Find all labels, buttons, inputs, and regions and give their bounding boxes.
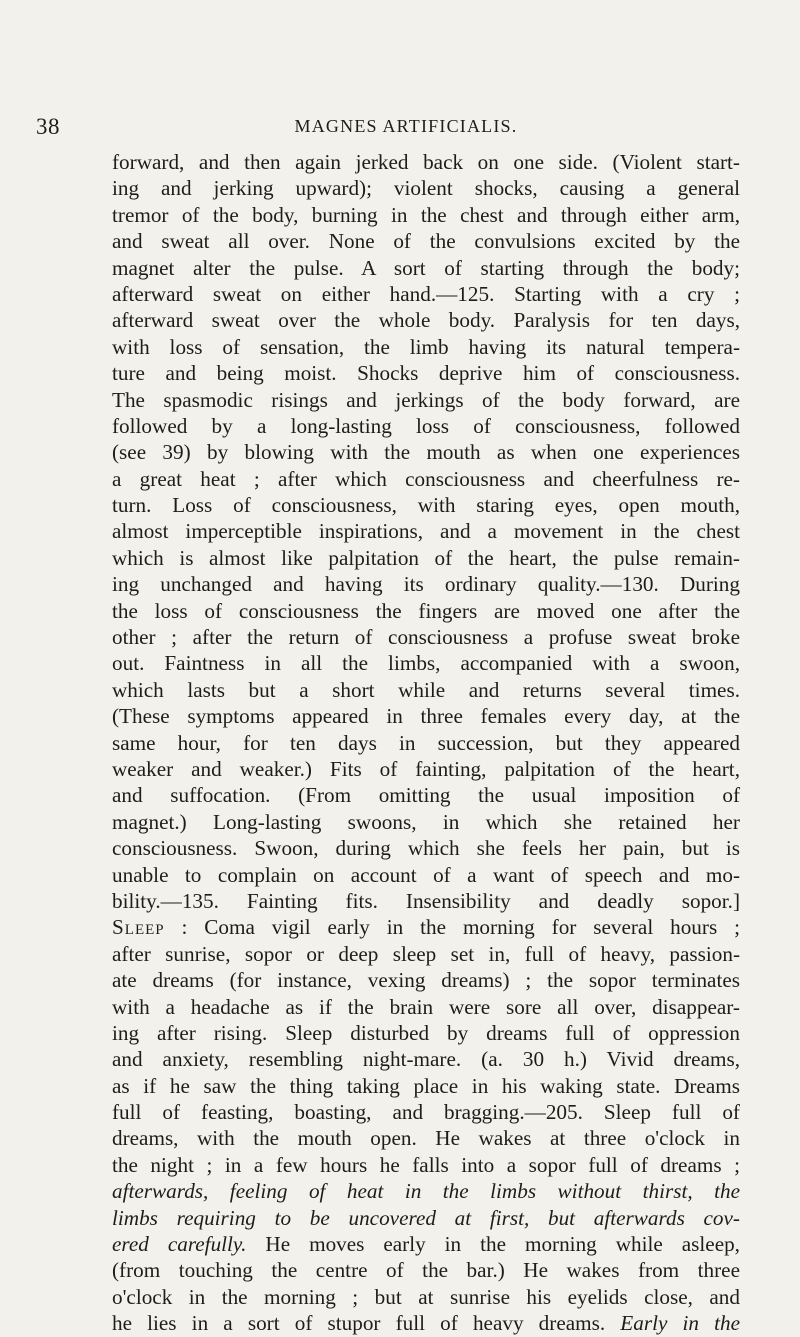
text-line: ture and being moist. Shocks deprive him of consciousness. bbox=[112, 361, 740, 386]
text-line: magnet.) Long-lasting swoons, in which she retained her bbox=[112, 809, 740, 834]
roman-fragment: he lies in a sort of stupor full of heavy dreams. bbox=[112, 1311, 621, 1336]
text-line: followed by a long-lasting loss of consciousness, followed bbox=[112, 413, 740, 438]
italic-line: limbs requiring to be uncovered at first, but afterwards cov- bbox=[112, 1205, 740, 1230]
text-line: ing unchanged and having its ordinary quality.—130. During bbox=[112, 572, 740, 597]
italic-fragment: ered carefully. bbox=[112, 1232, 247, 1257]
text-line: magnet alter the pulse. A sort of starting through the body; bbox=[112, 255, 740, 280]
italic-line: afterwards, feeling of heat in the limbs without thirst, the bbox=[112, 1179, 740, 1204]
text-line: same hour, for ten days in succession, but they appeared bbox=[112, 730, 740, 755]
page-header bbox=[36, 114, 736, 144]
text-line: other ; after the return of consciousness a profuse sweat broke bbox=[112, 625, 740, 650]
text-line: o'clock in the morning ; but at sunrise his eyelids close, and bbox=[112, 1284, 740, 1309]
text-line: tremor of the body, burning in the chest and through either arm, bbox=[112, 202, 740, 227]
text-line: almost imperceptible inspirations, and a movement in the chest bbox=[112, 519, 740, 544]
text-line: with a headache as if the brain were sore all over, disappear- bbox=[112, 994, 740, 1019]
text-line: dreams, with the mouth open. He wakes at three o'clock in bbox=[112, 1126, 740, 1151]
text-line: (These symptoms appeared in three females every day, at the bbox=[112, 704, 740, 729]
text-line: as if he saw the thing taking place in his waking state. Dreams bbox=[112, 1073, 740, 1098]
text-line: The spasmodic risings and jerkings of the body forward, are bbox=[112, 387, 740, 412]
sleep-section-line bbox=[112, 914, 740, 940]
text-line: afterward sweat on either hand.—125. Starting with a cry ; bbox=[112, 281, 740, 306]
text-line: and sweat all over. None of the convulsions excited by the bbox=[112, 229, 740, 254]
text-line: bility.—135. Fainting fits. Insensibility and deadly sopor.] bbox=[112, 888, 740, 913]
text-line: afterward sweat over the whole body. Paralysis for ten days, bbox=[112, 308, 740, 333]
sleep-line-text: : Coma vigil early in the morning for several hours ; bbox=[164, 915, 740, 940]
roman-fragment: He moves early in the morning while asleep, bbox=[246, 1232, 740, 1257]
final-line bbox=[112, 1310, 740, 1336]
page-number: 38 bbox=[36, 114, 60, 139]
italic-fragment: Early in the bbox=[620, 1311, 740, 1336]
text-line: after sunrise, sopor or deep sleep set in, full of heavy, passion- bbox=[112, 941, 740, 966]
text-line: ing and jerking upward); violent shocks, causing a general bbox=[112, 176, 740, 201]
mixed-line bbox=[112, 1231, 740, 1257]
text-line: (from touching the centre of the bar.) He wakes from three bbox=[112, 1258, 740, 1283]
sleep-heading: Sleep bbox=[112, 915, 165, 940]
text-line: and anxiety, resembling night-mare. (a. 30 h.) Vivid dreams, bbox=[112, 1047, 740, 1072]
text-line: full of feasting, boasting, and bragging.—205. Sleep full of bbox=[112, 1100, 740, 1125]
running-head: MAGNES ARTIFICIALIS. bbox=[294, 116, 518, 136]
text-line: ate dreams (for instance, vexing dreams) ; the sopor terminates bbox=[112, 968, 740, 993]
text-line: out. Faintness in all the limbs, accompanied with a swoon, bbox=[112, 651, 740, 676]
text-line: (see 39) by blowing with the mouth as when one experiences bbox=[112, 440, 740, 465]
text-line: unable to complain on account of a want of speech and mo- bbox=[112, 862, 740, 887]
text-line: a great heat ; after which consciousness and cheerfulness re- bbox=[112, 466, 740, 491]
text-line: the loss of consciousness the fingers are moved one after the bbox=[112, 598, 740, 623]
body-text bbox=[112, 149, 740, 1337]
text-line: which is almost like palpitation of the heart, the pulse remain- bbox=[112, 545, 740, 570]
text-line: the night ; in a few hours he falls into a sopor full of dreams ; bbox=[112, 1152, 740, 1177]
text-line: with loss of sensation, the limb having its natural tempera- bbox=[112, 334, 740, 359]
text-line: ing after rising. Sleep disturbed by dreams full of oppression bbox=[112, 1020, 740, 1045]
text-line: turn. Loss of consciousness, with staring eyes, open mouth, bbox=[112, 493, 740, 518]
text-line: which lasts but a short while and returns several times. bbox=[112, 677, 740, 702]
text-line: weaker and weaker.) Fits of fainting, palpitation of the heart, bbox=[112, 756, 740, 781]
text-line: forward, and then again jerked back on one side. (Violent start- bbox=[112, 150, 740, 174]
text-line: and suffocation. (From omitting the usual imposition of bbox=[112, 783, 740, 808]
text-line: consciousness. Swoon, during which she feels her pain, but is bbox=[112, 836, 740, 861]
